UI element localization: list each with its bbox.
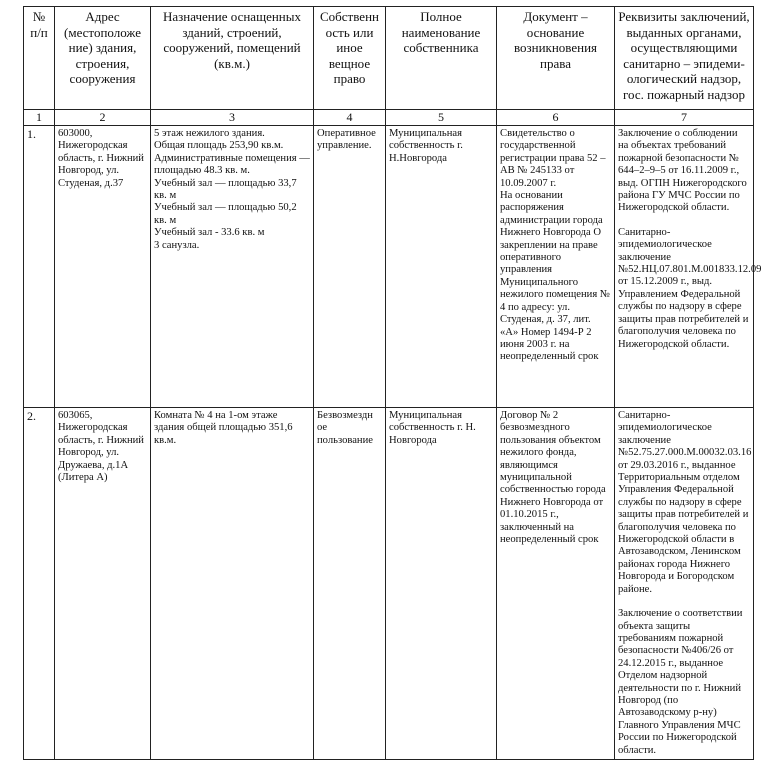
right-cell: Оперативное управление. — [314, 126, 386, 408]
header-row — [24, 7, 754, 110]
column-number: 5 — [386, 110, 497, 126]
table-row — [24, 408, 754, 760]
right-cell: Безвозмездн ое пользование — [314, 408, 386, 760]
header-right: Собственн ость или иное вещное право — [314, 7, 386, 110]
document-cell: Свидетельство о государственной регистрации права 52 – АВ № 245133 от 10.09.2007 г. На основании распоряжения администрации города Нижнего Новгорода О закреплении на праве оперативного управления Муниципального нежилого помещения № 4 по адресу: ул. Студеная, д. 37, лит. «А» Номер 1494-Р 2 июня 2003 г. на неопределенный срок — [497, 126, 615, 408]
owner-cell: Муниципальная собственность г. Н. Новгорода — [386, 408, 497, 760]
property-table — [23, 6, 762, 760]
column-number: 3 — [151, 110, 314, 126]
header-purpose: Назначение оснащенных зданий, строений, сооружений, помещений (кв.м.) — [151, 7, 314, 110]
purpose-cell: Комната № 4 на 1-ом этаже здания общей площадью 351,6 кв.м. — [151, 408, 314, 760]
column-number: 6 — [497, 110, 615, 126]
column-number-row — [24, 110, 754, 126]
sanitary-conclusion: Санитарно-эпидемиологическое заключение №52.НЦ.07.801.М.001833.12.09 от 15.12.2009 г., выд. Управлением Федеральной службы по надзору в сфере защиты прав потребителей и благополучия человека по Нижегородской области. — [618, 226, 762, 350]
table-row — [24, 126, 754, 408]
fire-safety-conclusion: Заключение о соблюдении на объектах требований пожарной безопасности № 644–2–9–5 от 16.11.2009 г., выд. ОГПН Нижегородского района ГУ МЧС России по Нижегородской области. — [618, 128, 747, 214]
sanitary-conclusion: Санитарно-эпидемиологическое заключение №52.75.27.000.М.00032.03.16 от 29.03.2016 г., выданное Территориальным отделом Управления Федеральной службы по надзору в сфере защиты прав потребителей и благополучия человека по Нижегородской области в Автозаводском, Ленинском районах города Нижнего Новгорода и Богородском районе. — [618, 410, 752, 595]
header-owner: Полное наименование собственника — [386, 7, 497, 110]
column-number: 7 — [615, 110, 754, 126]
conclusions-cell — [615, 408, 754, 760]
column-number: 2 — [55, 110, 151, 126]
row-number: 1. — [24, 126, 55, 408]
row-number: 2. — [24, 408, 55, 760]
fire-safety-conclusion: Заключение о соответствии объекта защиты требованиям пожарной безопасности №406/26 от 24.12.2015 г., выданное Отделом надзорной деятельности по г. Нижний Новгород (по Автозаводскому р-ну) Главного Управления МЧС России по Нижегородской области. — [618, 608, 743, 756]
header-document: Документ – основание возникновения права — [497, 7, 615, 110]
header-num: № п/п — [24, 7, 55, 110]
address-cell: 603065, Нижегородская область, г. Нижний Новгород, ул. Дружаева, д.1А (Литера А) — [55, 408, 151, 760]
address-cell: 603000, Нижегородская область, г. Нижний Новгород, ул. Студеная, д.37 — [55, 126, 151, 408]
column-number: 1 — [24, 110, 55, 126]
document-cell: Договор № 2 безвозмездного пользования объектом нежилого фонда, являющимся муниципальной собственностью города Нижнего Новгорода от 01.10.2015 г., заключенный на неопределенный срок — [497, 408, 615, 760]
purpose-cell: 5 этаж нежилого здания. Общая площадь 253,90 кв.м. Административные помещения — площадью 48.3 кв. м. Учебный зал — площадью 33,7 кв. м Учебный зал — площадью 50,2 кв. м Учебный зал - 33.6 кв. м 3 санузла. — [151, 126, 314, 408]
column-number: 4 — [314, 110, 386, 126]
conclusions-cell — [615, 126, 762, 408]
header-address: Адрес (местоположе ние) здания, строения, сооружения — [55, 7, 151, 110]
owner-cell: Муниципальная собственность г. Н.Новгорода — [386, 126, 497, 408]
header-conclusions: Реквизиты заключений, выданных органами, осуществляющими санитарно – эпидеми-ологический надзор, гос. пожарный надзор — [615, 7, 754, 110]
